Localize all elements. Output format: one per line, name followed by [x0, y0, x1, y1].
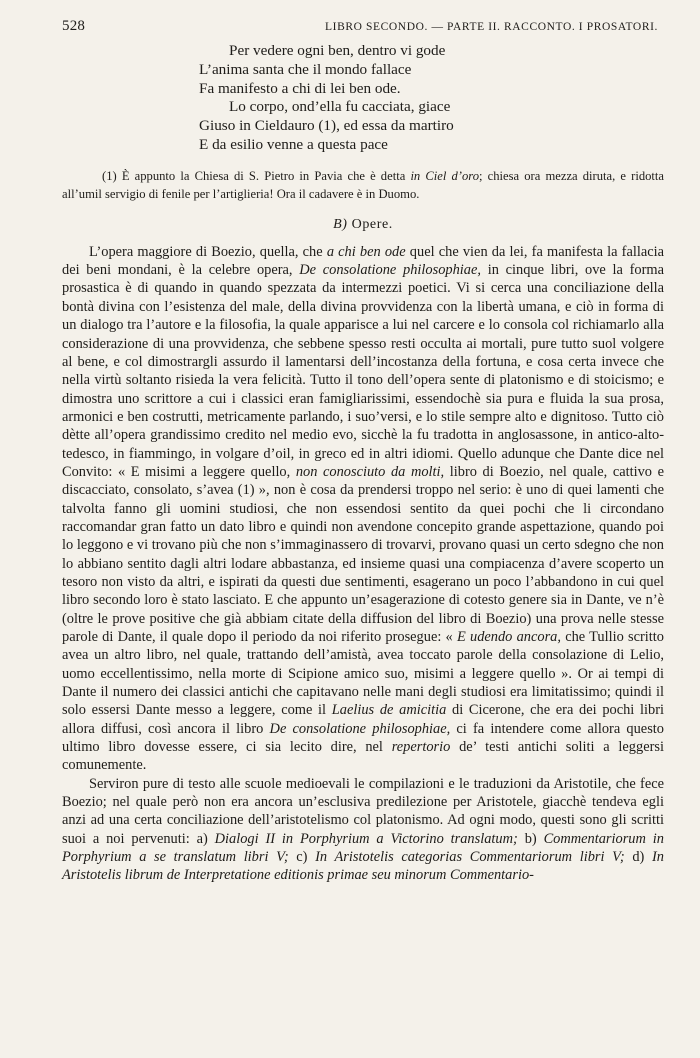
- section-heading: [62, 217, 664, 233]
- footnote-text: È appunto la Chiesa di S. Pietro in Pavia che è detta: [121, 168, 406, 183]
- paragraph-text: Serviron pure di testo alle scuole medioevali le compilazioni e le traduzioni da Aristotile, che fece Boezio; nel quale però non era ancora un’esclusiva predilezione per Aristotele, giacchè tendeva egli anzi ad una certa conciliazione dell’aristotelismo col platonismo. Ad ogni modo, questi sono gli scritti suoi a noi pervenuti: a): [62, 775, 664, 847]
- body-text: [62, 243, 664, 885]
- italic-title: In Aristotelis categorias Commentariorum libri V;: [315, 849, 625, 866]
- italic-title: Laelius de amicitia: [331, 702, 447, 719]
- footnote-italic-text: in Ciel d’oro: [410, 168, 480, 183]
- italic-term: repertorio: [391, 739, 451, 756]
- poem-line: L’anima santa che il mondo fallace: [199, 60, 412, 78]
- italic-quote: non conosciuto da molti,: [295, 463, 445, 480]
- italic-title: De consolatione philosophiae,: [299, 262, 481, 279]
- paragraph-text: c): [296, 849, 308, 866]
- paragraph-text: ci fa intendere come allora questo ultimo libro dovesse essere, ci sia lecito dire, nel: [62, 720, 664, 756]
- paragraph-text: libro di Boezio, nel quale, cattivo e discacciato, consolato, s’avea (1) », non è cosa da prendersi troppo nel serio: è uno di quei lamenti che talvolta fanno gli uomini studiosi, che non essendosi sentito da quei pochi che li circondano raccomandar gran fatto un dato libro e quindi non avendone concepito grande aspettazione, quando poi lo leggono e vi trovano più che non s’immaginassero di trovarvi, provano quasi un certo sdegno che non lo abbiano sentito dagli altri lodare abbastanza, ed insieme quasi una compiacenza d’avere scoperto un tesoro non visto da altri, e ispirati da questi due sentimenti, esagerano un poco l’abbandono in cui quel libro secondo loro è stato lasciato. E che appunto un’esagerazione di cotesto genere sia in Dante, ve n’è (oltre le prove positive che già abbiam citate della diffusion del libro di Boezio) una prova nelle stesse parole di Dante, il quale dopo il periodo da noi riferito prosegue: «: [62, 463, 664, 645]
- poem-line: E da esilio venne a questa pace: [199, 135, 388, 153]
- paragraph-text: che Tullio scritto avea un altro libro, nel quale, trattando dell’amistà, avea toccato parole della consolazione di Lelio, uomo eccellentissimo, nella morte di Scipione amico suo, misimi a leggere quello ». Or ai tempi di Dante il numero dei classici antichi che capitavano nelle mani degli studiosi era limitatissimo; quindi il solo essersi Dante messo a leggere, come il: [62, 629, 664, 719]
- paragraph-text: b): [524, 830, 537, 847]
- paragraph-text: de’ testi antichi soliti a leggersi comunemente.: [62, 739, 664, 774]
- poem-quotation: [199, 42, 664, 155]
- footnote-marker: (1): [102, 168, 117, 183]
- italic-title: De consolatione philosophiae,: [269, 720, 451, 737]
- poem-line: Per vedere ogni ben, dentro vi gode: [229, 42, 446, 59]
- footnote-text: ; chiesa ora mezza diruta, e ridotta all’umil servigio di fenile per l’artiglieria! Ora il cadavere è in Duomo.: [62, 168, 665, 201]
- section-letter: B): [333, 216, 348, 232]
- paragraph-text: di Cicerone, che era dei pochi libri allora diffusi, così ancora il libro: [62, 702, 664, 737]
- italic-title: Commentariorum in Porphyrium a se translatum libri V;: [62, 830, 664, 866]
- poem-line: Lo corpo, ond’ella fu cacciata, giace: [229, 98, 451, 116]
- paragraph-text: quel che vien da lei, fa manifesta la fallacia dei beni mondani, è la celebre opera,: [62, 243, 664, 279]
- italic-title: Dialogi II in Porphyrium a Victorino translatum;: [214, 830, 518, 847]
- page-number: 528: [62, 18, 86, 34]
- italic-title: In Aristotelis librum de Interpretatione editionis primae seu minorum Commentario-: [62, 849, 664, 884]
- page-header: [62, 18, 664, 40]
- paragraph: [62, 775, 664, 885]
- footnote: [62, 167, 664, 203]
- italic-quote: a chi ben ode: [326, 243, 406, 260]
- paragraph: [62, 243, 664, 775]
- paragraph-text: d): [632, 849, 645, 866]
- italic-quote: E udendo ancora,: [457, 629, 561, 645]
- paragraph-text: in cinque libri, ove la forma prosastica è di quando in quando spezzata da intermezzi poetici. Vi si cerca una conciliazione della bontà divina con l’esistenza del male, della divina provvidenza con la libertà umana, e ciò in forma di un dialogo tra l’autore e la filosofia, la quale apparisce a lui nel carcere e lo consola col richiamarlo alla considerazione di una provvidenza, che sebbene spesso resti occulta ai mortali, pure tutto suol volgere al bene, e col dimostrargli assurdo il lamentarsi dell’incostanza della fortuna, e cosa certa invece che nella virtù soltanto risieda la vera felicità. Tutto il tono dell’opera sente di platonismo e di stoicismo; e dimostra uno scrittore a cui i classici eran famigliarissimi, essendochè sia pura e fluida la sua prosa, armonici e ben costrutti, metricamente parlando, i suo’versi, e lo stile sempre alto e dignitoso. Tutto ciò dètte all’opera grandissimo credito nel medio evo, sicchè la fu tradotta in anglosassone, in antico-alto-tedesco, in fiammingo, in volgare d’oil, in greco ed in altri idiomi. Quello adunque che Dante dice nel Convito: « E misimi a leggere quello,: [62, 262, 664, 480]
- section-title: Opere.: [351, 216, 393, 232]
- poem-line: Fa manifesto a chi di lei ben ode.: [199, 79, 401, 97]
- poem-line: Giuso in Cieldauro (1), ed essa da martiro: [199, 117, 454, 135]
- running-head: LIBRO SECONDO. — PARTE II. RACCONTO. I PROSATORI.: [325, 21, 658, 33]
- paragraph-text: L’opera maggiore di Boezio, quella, che: [89, 243, 323, 260]
